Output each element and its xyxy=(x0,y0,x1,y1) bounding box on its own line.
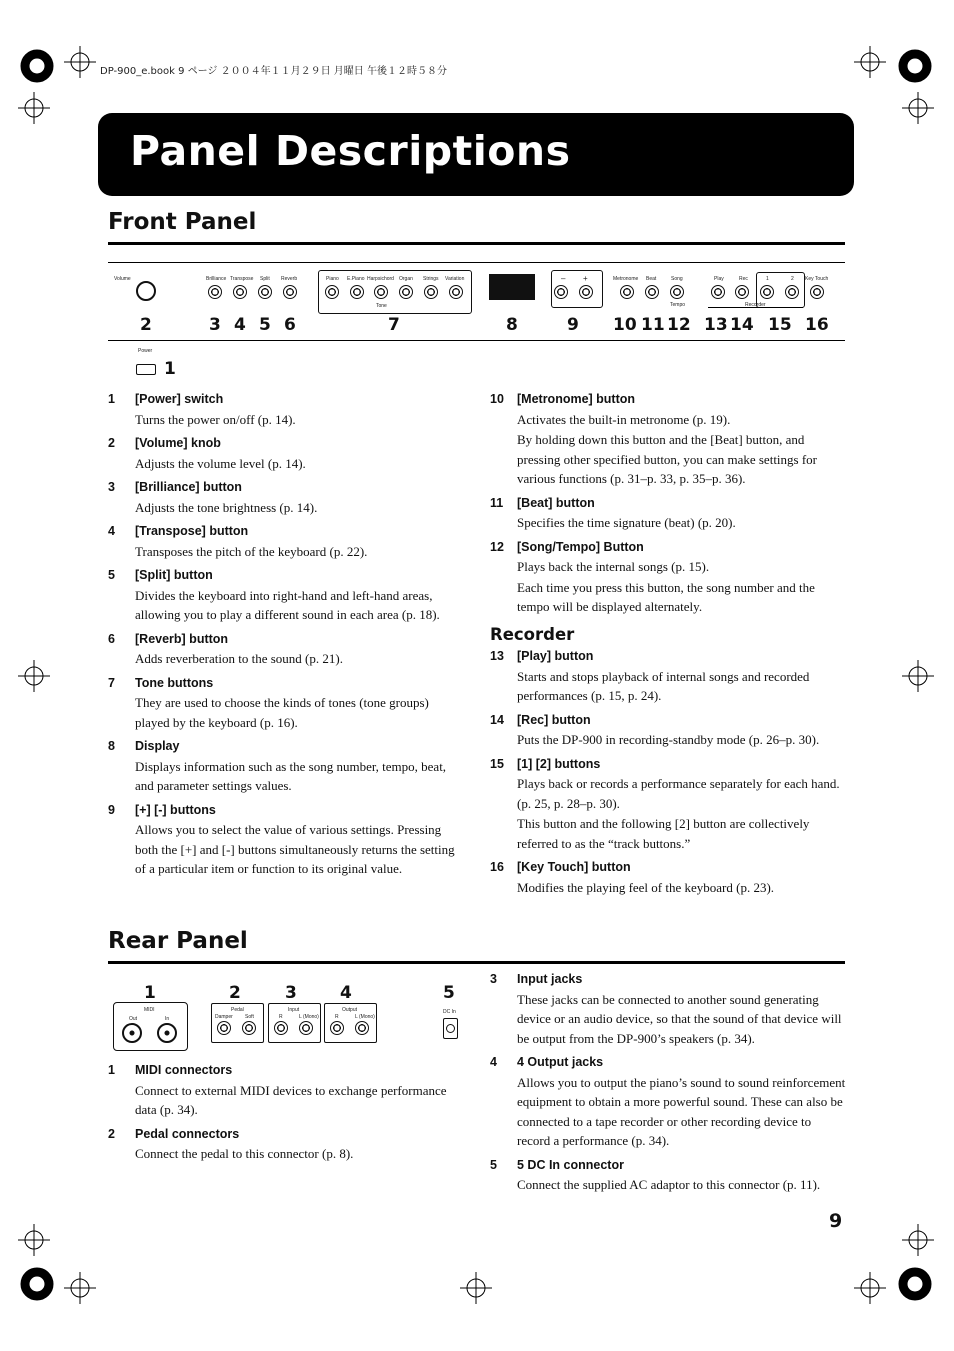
soft-label: Soft xyxy=(245,1014,254,1020)
callout-11: 11 xyxy=(641,315,665,335)
callout-15: 15 xyxy=(768,315,792,335)
list-item: 6 [Reverb] button Adds reverberation to the sound (p. 21). xyxy=(108,631,343,666)
input-l-jack[interactable] xyxy=(299,1021,313,1035)
keytouch-button[interactable] xyxy=(810,285,824,299)
rear-panel-rule xyxy=(108,961,845,964)
harpsichord-label: Harpsichord xyxy=(367,276,394,282)
list-item: 3 [Brilliance] button Adjusts the tone brightness (p. 14). xyxy=(108,480,318,515)
variation-button[interactable] xyxy=(449,285,463,299)
tempo-label: Tempo xyxy=(670,302,686,308)
track2-label: 2 xyxy=(791,276,794,282)
tone-label: Tone xyxy=(376,303,387,309)
minus-button[interactable] xyxy=(554,285,568,299)
strings-label: Strings xyxy=(423,276,439,282)
list-item: 1 MIDI connectors Connect to external MIDI devices to exchange performance data (p. 34). xyxy=(108,1063,447,1117)
callout-13: 13 xyxy=(704,315,728,335)
pedal-label: Pedal xyxy=(231,1007,244,1013)
dcin-label: DC In xyxy=(443,1009,456,1015)
list-item: 3 Input jacks These jacks can be connected to another sound generating device or an audio device, so that the sound of that device will be output from the DP-900’s speakers (p. 34). xyxy=(490,972,842,1046)
callout-16: 16 xyxy=(805,315,829,335)
input-l-label: L (Mono) xyxy=(299,1014,319,1020)
harpsichord-button[interactable] xyxy=(374,285,388,299)
midi-label: MIDI xyxy=(144,1007,155,1013)
keytouch-label: Key Touch xyxy=(805,276,829,282)
callout-4: 4 xyxy=(234,315,246,335)
metronome-label: Metronome xyxy=(613,276,639,282)
title-bar xyxy=(98,113,854,196)
piano-button[interactable] xyxy=(325,285,339,299)
front-panel-heading: Front Panel xyxy=(108,209,257,235)
play-button[interactable] xyxy=(711,285,725,299)
callout-6: 6 xyxy=(284,315,296,335)
list-item: 4 [Transpose] button Transposes the pitch of the keyboard (p. 22). xyxy=(108,524,368,559)
file-header: DP-900_e.book 9 ページ ２００４年１１月２９日 月曜日 午後１２時５８分 xyxy=(100,66,447,77)
front-items-right xyxy=(490,390,846,902)
play-label: Play xyxy=(714,276,724,282)
list-item: 7 Tone buttons They are used to choose the kinds of tones (tone groups) played by the keyboard (p. 16). xyxy=(108,675,429,730)
list-item: 10 [Metronome] button Activates the built-in metronome (p. 19). By holding down this button and the [Beat] button, and pressing other specified button, you can make settings for various functions (p. 31–p. 33, p. 35–p. 36). xyxy=(490,392,818,486)
callout-9: 9 xyxy=(567,315,579,335)
rear-panel-heading: Rear Panel xyxy=(108,928,248,954)
rear-callout-5: 5 xyxy=(443,983,455,1003)
front-panel-rule xyxy=(108,242,845,245)
organ-button[interactable] xyxy=(399,285,413,299)
output-r-jack[interactable] xyxy=(330,1021,344,1035)
list-item: 8 Display Displays information such as the song number, tempo, beat, and parameter settings values. xyxy=(108,739,447,793)
input-jack-panel xyxy=(268,1003,321,1043)
output-jack-panel xyxy=(324,1003,377,1043)
callout-3: 3 xyxy=(209,315,221,335)
brilliance-label: Brilliance xyxy=(206,276,227,282)
damper-label: Damper xyxy=(215,1014,233,1020)
midi-connector-panel xyxy=(113,1002,188,1051)
epiano-label: E.Piano xyxy=(347,276,365,282)
track2-button[interactable] xyxy=(785,285,799,299)
list-item: 11 [Beat] button Specifies the time signature (beat) (p. 20). xyxy=(490,495,736,530)
variation-label: Variation xyxy=(445,276,465,282)
damper-jack[interactable] xyxy=(217,1021,231,1035)
callout-14: 14 xyxy=(730,315,754,335)
plus-label: + xyxy=(583,274,588,283)
list-item: 1 [Power] switch Turns the power on/off (p. 14). xyxy=(108,392,296,427)
metronome-button[interactable] xyxy=(620,285,634,299)
piano-label: Piano xyxy=(326,276,339,282)
callout-5: 5 xyxy=(259,315,271,335)
input-r-jack[interactable] xyxy=(274,1021,288,1035)
rear-callout-1: 1 xyxy=(144,983,156,1003)
transpose-label: Transpose xyxy=(230,276,254,282)
front-items-left xyxy=(108,390,464,884)
pedal-connector-panel xyxy=(211,1003,264,1043)
callout-12: 12 xyxy=(667,315,691,335)
page-title: Panel Descriptions xyxy=(130,127,571,175)
rear-items-left xyxy=(108,1061,464,1169)
list-item: 5 [Split] button Divides the keyboard into right-hand and left-hand areas, allowing you to play a different sound in each area (p. 18). xyxy=(108,568,440,622)
midi-out-jack[interactable] xyxy=(122,1023,142,1043)
beat-label: Beat xyxy=(646,276,657,282)
page-number: 9 xyxy=(829,1210,843,1232)
rear-callout-4: 4 xyxy=(340,983,352,1003)
reverb-button[interactable] xyxy=(283,285,297,299)
rec-button[interactable] xyxy=(735,285,749,299)
dcin-jack-icon xyxy=(446,1024,455,1033)
song-tempo-button[interactable] xyxy=(670,285,684,299)
recorder-heading: Recorder xyxy=(490,624,575,644)
output-l-label: L (Mono) xyxy=(355,1014,375,1020)
callout-2: 2 xyxy=(140,315,152,335)
power-label: Power xyxy=(138,348,153,354)
output-r-label: R xyxy=(335,1014,339,1020)
power-switch[interactable] xyxy=(136,364,156,375)
display-screen xyxy=(489,274,535,300)
callout-8: 8 xyxy=(506,315,518,335)
split-label: Split xyxy=(260,276,270,282)
list-item: 2 [Volume] knob Adjusts the volume level (p. 14). xyxy=(108,436,306,471)
list-item: 4 4 Output jacks Allows you to output the piano’s sound to sound reinforcement equipment to obtain a more powerful sound. These can also be connected to a tape recorder or other recording device to record a performance (p. 34). xyxy=(490,1055,846,1148)
midi-in-label: In xyxy=(165,1016,170,1022)
brilliance-button[interactable] xyxy=(208,285,222,299)
output-label: Output xyxy=(342,1007,358,1013)
callout-10: 10 xyxy=(613,315,637,335)
input-r-label: R xyxy=(279,1014,283,1020)
song-label: Song xyxy=(671,276,683,282)
input-label: Input xyxy=(288,1007,300,1013)
list-item: 15 [1] [2] buttons Plays back or records a performance separately for each hand. (p. 25, p. 28–p. 30). This button and the following [2] button are collectively referred to as the “track buttons.” xyxy=(490,756,840,851)
epiano-button[interactable] xyxy=(350,285,364,299)
track1-button[interactable] xyxy=(760,285,774,299)
transpose-button[interactable] xyxy=(233,285,247,299)
list-item: 5 5 DC In connector Connect the supplied AC adaptor to this connector (p. 11). xyxy=(490,1157,821,1192)
minus-label: – xyxy=(561,274,566,283)
list-item: 14 [Rec] button Puts the DP-900 in recording-standby mode (p. 26–p. 30). xyxy=(490,712,820,747)
output-l-jack[interactable] xyxy=(355,1021,369,1035)
list-item: 2 Pedal connectors Connect the pedal to this connector (p. 8). xyxy=(108,1126,354,1161)
list-item: 13 [Play] button Starts and stops playback of internal songs and recorded performances (p. 15, p. 24). xyxy=(490,649,810,703)
plus-button[interactable] xyxy=(579,285,593,299)
dcin-connector[interactable] xyxy=(443,1018,458,1039)
volume-label: Volume xyxy=(114,276,131,282)
callout-1: 1 xyxy=(164,359,176,379)
list-item: 16 [Key Touch] button Modifies the playing feel of the keyboard (p. 23). xyxy=(490,860,775,895)
beat-button[interactable] xyxy=(645,285,659,299)
midi-out-label: Out xyxy=(129,1016,138,1022)
list-item: 9 [+] [-] buttons Allows you to select the value of various settings. Pressing both the [+] and [-] buttons simultaneously returns the setting of a particular item or function to its original value. xyxy=(108,802,455,876)
list-item: 12 [Song/Tempo] Button Plays back the internal songs (p. 15). Each time you press this button, the song number and the tempo will be displayed alternately. xyxy=(490,539,815,614)
strings-button[interactable] xyxy=(424,285,438,299)
split-button[interactable] xyxy=(258,285,272,299)
volume-knob[interactable] xyxy=(136,281,156,301)
organ-label: Organ xyxy=(399,276,413,282)
rear-items-right xyxy=(490,970,846,1200)
track1-label: 1 xyxy=(766,276,769,282)
reverb-label: Reverb xyxy=(281,276,298,282)
rear-callout-3: 3 xyxy=(285,983,297,1003)
callout-7: 7 xyxy=(388,315,400,335)
rec-label: Rec xyxy=(739,276,748,282)
recorder-label: Recorder xyxy=(745,302,766,308)
midi-in-jack[interactable] xyxy=(157,1023,177,1043)
rear-callout-2: 2 xyxy=(229,983,241,1003)
soft-jack[interactable] xyxy=(242,1021,256,1035)
